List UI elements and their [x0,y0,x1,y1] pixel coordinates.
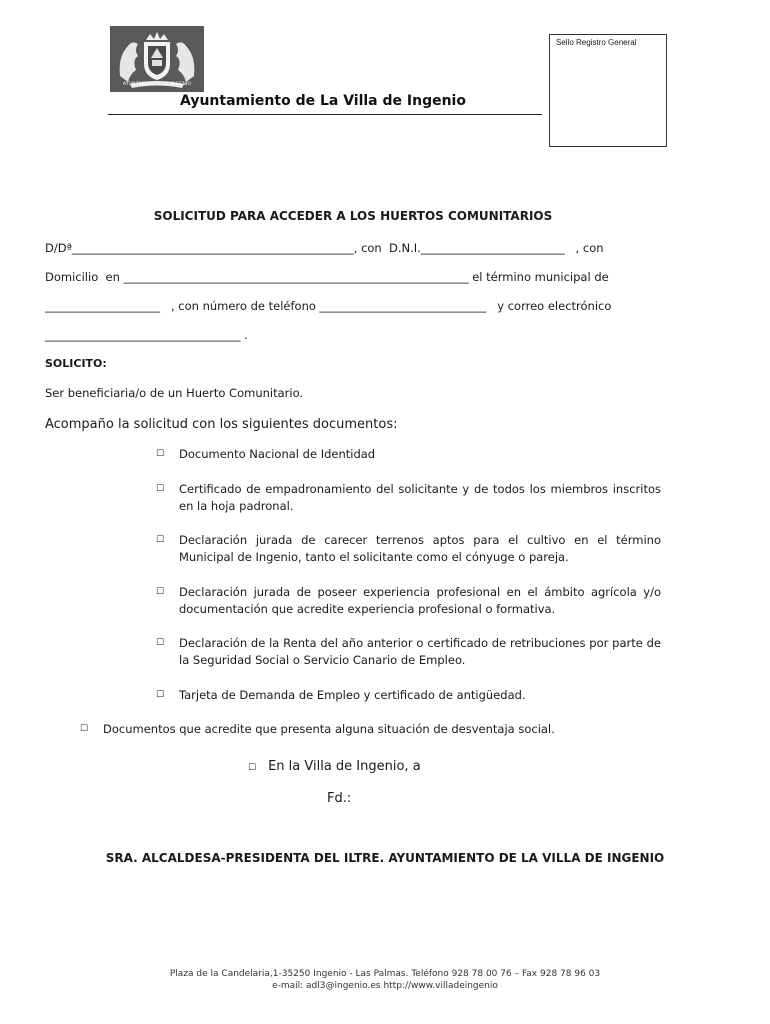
municipal-logo [110,26,204,92]
addressee: SRA. ALCALDESA-PRESIDENTA DEL ILTRE. AYUNTAMIENTO DE LA VILLA DE INGENIO [105,851,665,865]
checkbox-icon[interactable]: ☐ [156,449,165,459]
checklist-item[interactable] [156,532,661,568]
solicito-heading: SOLICITO: [45,357,107,370]
checklist-item[interactable] [156,635,661,671]
checkbox-icon[interactable]: ☐ [156,535,165,545]
checklist-item-extra[interactable] [80,721,660,739]
checklist-item-text: Tarjeta de Demanda de Empleo y certificado de antigüedad. [179,688,526,702]
checklist-item[interactable] [156,446,661,464]
checklist-item-text: Declaración de la Renta del año anterior o certificado de retribuciones por parte de la Seguridad Social o Servicio Canario de Empleo. [179,636,661,667]
checkbox-icon[interactable]: ☐ [156,690,165,700]
signature-label: Fd.: [327,791,352,806]
footer-contact: e-mail: adl3@ingenio.es http://www.villadeingenio [272,981,498,991]
checkbox-icon[interactable]: ☐ [156,638,165,648]
document-title: SOLICITUD PARA ACCEDER A LOS HUERTOS COMUNITARIOS [153,209,553,223]
form-line-address[interactable]: Domicilio en ____________________________________________________________ el término municipal de [45,270,609,284]
form-line-name[interactable]: D/Dª_________________________________________________, con D.N.I._________________________ , con [45,241,604,255]
stamp-label: Sello Registro General [556,38,637,47]
attachments-intro: Acompaño la solicitud con los siguientes documentos: [45,417,398,432]
form-line-phone[interactable]: ____________________ , con número de teléfono _____________________________ y correo electrónico [45,299,612,313]
checkbox-icon[interactable]: ☐ [248,763,257,773]
registry-stamp-box [549,34,667,147]
checklist-item[interactable] [156,584,661,620]
checklist-item-text: Declaración jurada de poseer experiencia profesional en el ámbito agrícola y/o documentación que acredite experiencia profesional o formativa. [179,585,661,616]
place-date-line[interactable] [248,759,421,774]
checkbox-icon[interactable]: ☐ [80,724,89,734]
checklist-item[interactable] [156,687,661,705]
checklist-item[interactable] [156,481,661,517]
organization-title: Ayuntamiento de La Villa de Ingenio [180,93,466,109]
place-text: En la Villa de Ingenio, a [268,759,421,774]
footer-address: Plaza de la Candelaria,1-35250 Ingenio - Las Palmas. Teléfono 928 78 00 76 – Fax 928 78 96 03 [169,969,601,979]
solicito-text: Ser beneficiaria/o de un Huerto Comunitario. [45,386,304,400]
checkbox-icon[interactable]: ☐ [156,484,165,494]
form-line-email[interactable]: __________________________________ . [45,328,248,342]
header-underline [108,114,542,115]
checkbox-icon[interactable]: ☐ [156,587,165,597]
checklist-item-text: Certificado de empadronamiento del solicitante y de todos los miembros inscritos en la hoja padronal. [179,482,661,513]
checklist-item-text: Documentos que acredite que presenta alguna situación de desventaja social. [103,722,555,736]
checklist-item-text: Documento Nacional de Identidad [179,447,376,461]
logo-text: AYUNTAMIENTO DE INGENIO [122,82,192,87]
checklist-item-text: Declaración jurada de carecer terrenos aptos para el cultivo en el término Municipal de Ingenio, tanto el solicitante como el cónyuge o pareja. [179,533,661,564]
